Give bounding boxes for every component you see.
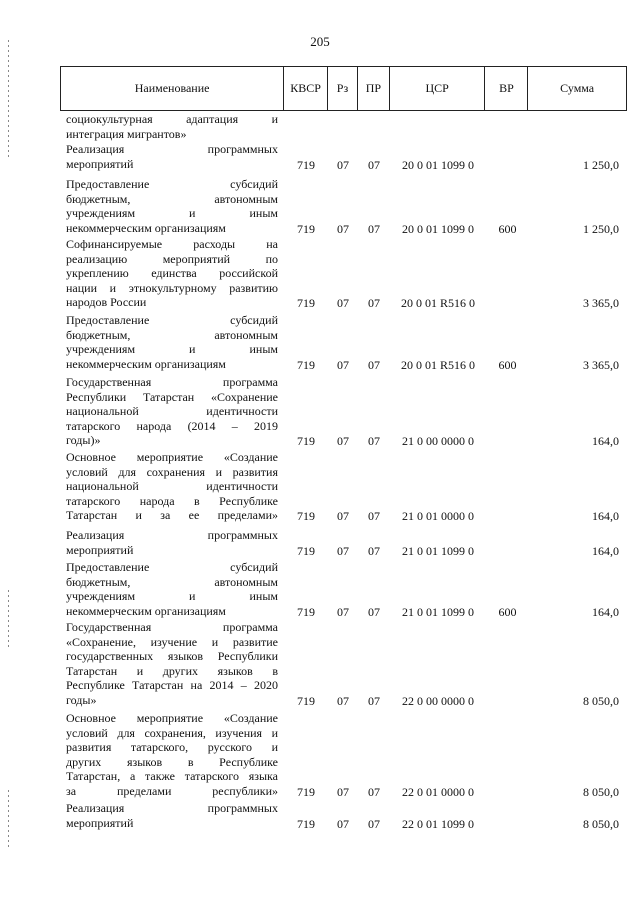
cell-sum: 164,0: [592, 434, 619, 449]
row-name-line: условий для сохранения, изучения и: [66, 725, 278, 740]
cell-kvsr: 719: [297, 604, 315, 619]
cell-pr: 07: [368, 604, 380, 619]
page-number: 205: [310, 34, 330, 49]
row-name-line: реализацию мероприятий по: [66, 251, 278, 266]
row-name-line: «Сохранение, изучение и развитие: [66, 634, 278, 649]
cell-pr: 07: [368, 221, 380, 236]
row-name-line: Республики Татарстан «Сохранение: [66, 389, 278, 404]
cell-vr: 600: [498, 357, 517, 372]
row-name-line: мероприятий: [66, 542, 134, 557]
cell-csr: 21 0 01 1099 0: [402, 604, 474, 619]
cell-rz: 07: [337, 604, 349, 619]
cell-csr: 22 0 01 1099 0: [402, 816, 474, 831]
row-name-line: Софинансируемые расходы на: [66, 237, 278, 251]
row-name: [66, 375, 278, 448]
cell-pr: 07: [368, 694, 380, 708]
row-name-line: некоммерческим организациям: [66, 603, 226, 618]
cell-csr: 20 0 01 R516 0: [400, 357, 475, 372]
row-name-line: мероприятий: [66, 815, 134, 830]
cell-sum: 1 250,0: [583, 157, 619, 172]
row-name-line: мероприятий: [66, 156, 134, 171]
row-name-line: некоммерческим организациям: [66, 220, 226, 235]
row-name-line: Государственная программа: [66, 375, 278, 389]
margin-mark: [8, 40, 9, 160]
row-name-line: бюджетным, автономным: [66, 574, 278, 589]
cell-pr: 07: [368, 296, 380, 311]
cell-csr: 21 0 01 1099 0: [402, 543, 474, 558]
cell-rz: 07: [337, 543, 349, 558]
cell-vr: 600: [498, 604, 517, 619]
cell-vr: 600: [498, 221, 517, 236]
cell-csr: 21 0 00 0000 0: [402, 434, 474, 449]
cell-sum: 164,0: [592, 604, 619, 619]
cell-csr: 21 0 01 0000 0: [402, 509, 474, 524]
row-name: [66, 528, 278, 557]
row-name-line: государственных языков Республики: [66, 649, 278, 664]
cell-kvsr: 719: [297, 357, 315, 372]
cell-kvsr: 719: [297, 509, 315, 524]
cell-sum: 8 050,0: [583, 694, 619, 708]
row-name-line: Татарстан и за ее пределами»: [66, 508, 278, 523]
cell-csr: 22 0 01 0000 0: [402, 785, 474, 799]
header-name: Наименование: [61, 67, 284, 110]
row-name: [66, 711, 278, 799]
row-name-line: учреждениям и иным: [66, 342, 278, 357]
cell-sum: 164,0: [592, 543, 619, 558]
row-name-line: национальной идентичности: [66, 404, 278, 419]
row-name-line: Реализация программных: [66, 801, 278, 815]
cell-sum: 3 365,0: [583, 296, 619, 311]
header-rz: Рз: [328, 67, 358, 110]
header-pr: ПР: [358, 67, 390, 110]
cell-rz: 07: [337, 785, 349, 799]
row-name-line: Татарстан и других языков в: [66, 663, 278, 678]
row-name: [66, 112, 278, 141]
row-name-line: бюджетным, автономным: [66, 327, 278, 342]
row-name-line: народов России: [66, 295, 147, 310]
cell-pr: 07: [368, 816, 380, 831]
header-sum: Сумма: [560, 81, 595, 95]
cell-sum: 1 250,0: [583, 221, 619, 236]
cell-rz: 07: [337, 221, 349, 236]
row-name-line: развития татарского, русского и: [66, 740, 278, 755]
cell-sum: 8 050,0: [583, 816, 619, 831]
row-name: [66, 560, 278, 618]
row-name-line: некоммерческим организациям: [66, 356, 226, 371]
row-name: [66, 142, 278, 171]
cell-kvsr: 719: [297, 816, 315, 831]
row-name-line: нации и этнокультурному развитию: [66, 280, 278, 295]
cell-rz: 07: [337, 296, 349, 311]
row-name: [66, 237, 278, 310]
cell-kvsr: 719: [297, 221, 315, 236]
cell-csr: 20 0 01 R516 0: [400, 296, 475, 311]
cell-rz: 07: [337, 694, 349, 708]
row-name-line: интеграция мигрантов»: [66, 126, 187, 141]
cell-pr: 07: [368, 434, 380, 449]
cell-kvsr: 719: [297, 434, 315, 449]
cell-sum: 164,0: [592, 509, 619, 524]
row-name-line: социокультурная адаптация и: [66, 112, 278, 126]
row-name-line: Предоставление субсидий: [66, 313, 278, 327]
row-name-line: годы»: [66, 692, 97, 707]
cell-rz: 07: [337, 816, 349, 831]
cell-csr: 20 0 01 1099 0: [402, 221, 474, 236]
cell-pr: 07: [368, 785, 380, 799]
header-kvsr: КВСР: [284, 67, 328, 110]
row-name-line: Основное мероприятие «Создание: [66, 711, 278, 725]
row-name-line: за пределами республики»: [66, 783, 278, 798]
row-name-line: татарского народа (2014 – 2019: [66, 418, 278, 433]
cell-kvsr: 719: [297, 543, 315, 558]
row-name-line: Предоставление субсидий: [66, 177, 278, 191]
margin-mark: [8, 590, 9, 650]
row-name: [66, 450, 278, 523]
row-name-line: учреждениям и иным: [66, 206, 278, 221]
row-name-line: Татарстан, а также татарского языка: [66, 769, 278, 784]
cell-sum: 8 050,0: [583, 785, 619, 799]
row-name: [66, 620, 278, 708]
cell-csr: 22 0 00 0000 0: [402, 694, 474, 708]
cell-kvsr: 719: [297, 785, 315, 799]
cell-kvsr: 719: [297, 296, 315, 311]
cell-kvsr: 719: [297, 157, 315, 172]
row-name-line: других языков в Республике: [66, 754, 278, 769]
cell-rz: 07: [337, 434, 349, 449]
row-name-line: татарского народа в Республике: [66, 493, 278, 508]
row-name: [66, 177, 278, 235]
cell-pr: 07: [368, 357, 380, 372]
cell-rz: 07: [337, 509, 349, 524]
cell-pr: 07: [368, 157, 380, 172]
cell-pr: 07: [368, 543, 380, 558]
cell-pr: 07: [368, 509, 380, 524]
row-name-line: Реализация программных: [66, 142, 278, 156]
cell-sum: 3 365,0: [583, 357, 619, 372]
header-csr: ЦСР: [390, 67, 486, 110]
row-name-line: национальной идентичности: [66, 479, 278, 494]
cell-kvsr: 719: [297, 694, 315, 708]
row-name-line: Реализация программных: [66, 528, 278, 542]
row-name-line: Предоставление субсидий: [66, 560, 278, 574]
row-name-line: укреплению единства российской: [66, 266, 278, 281]
row-name-line: Основное мероприятие «Создание: [66, 450, 278, 464]
row-name-line: годы)»: [66, 433, 101, 448]
margin-mark: [8, 790, 9, 850]
row-name: [66, 801, 278, 830]
row-name-line: бюджетным, автономным: [66, 191, 278, 206]
row-name-line: Республике Татарстан на 2014 – 2020: [66, 678, 278, 693]
row-name-line: учреждениям и иным: [66, 589, 278, 604]
row-name-line: Государственная программа: [66, 620, 278, 634]
header-vr: ВР: [485, 67, 528, 110]
cell-rz: 07: [337, 157, 349, 172]
row-name-line: условий для сохранения и развития: [66, 464, 278, 479]
cell-csr: 20 0 01 1099 0: [402, 157, 474, 172]
row-name: [66, 313, 278, 371]
cell-rz: 07: [337, 357, 349, 372]
table-header: [60, 66, 627, 111]
